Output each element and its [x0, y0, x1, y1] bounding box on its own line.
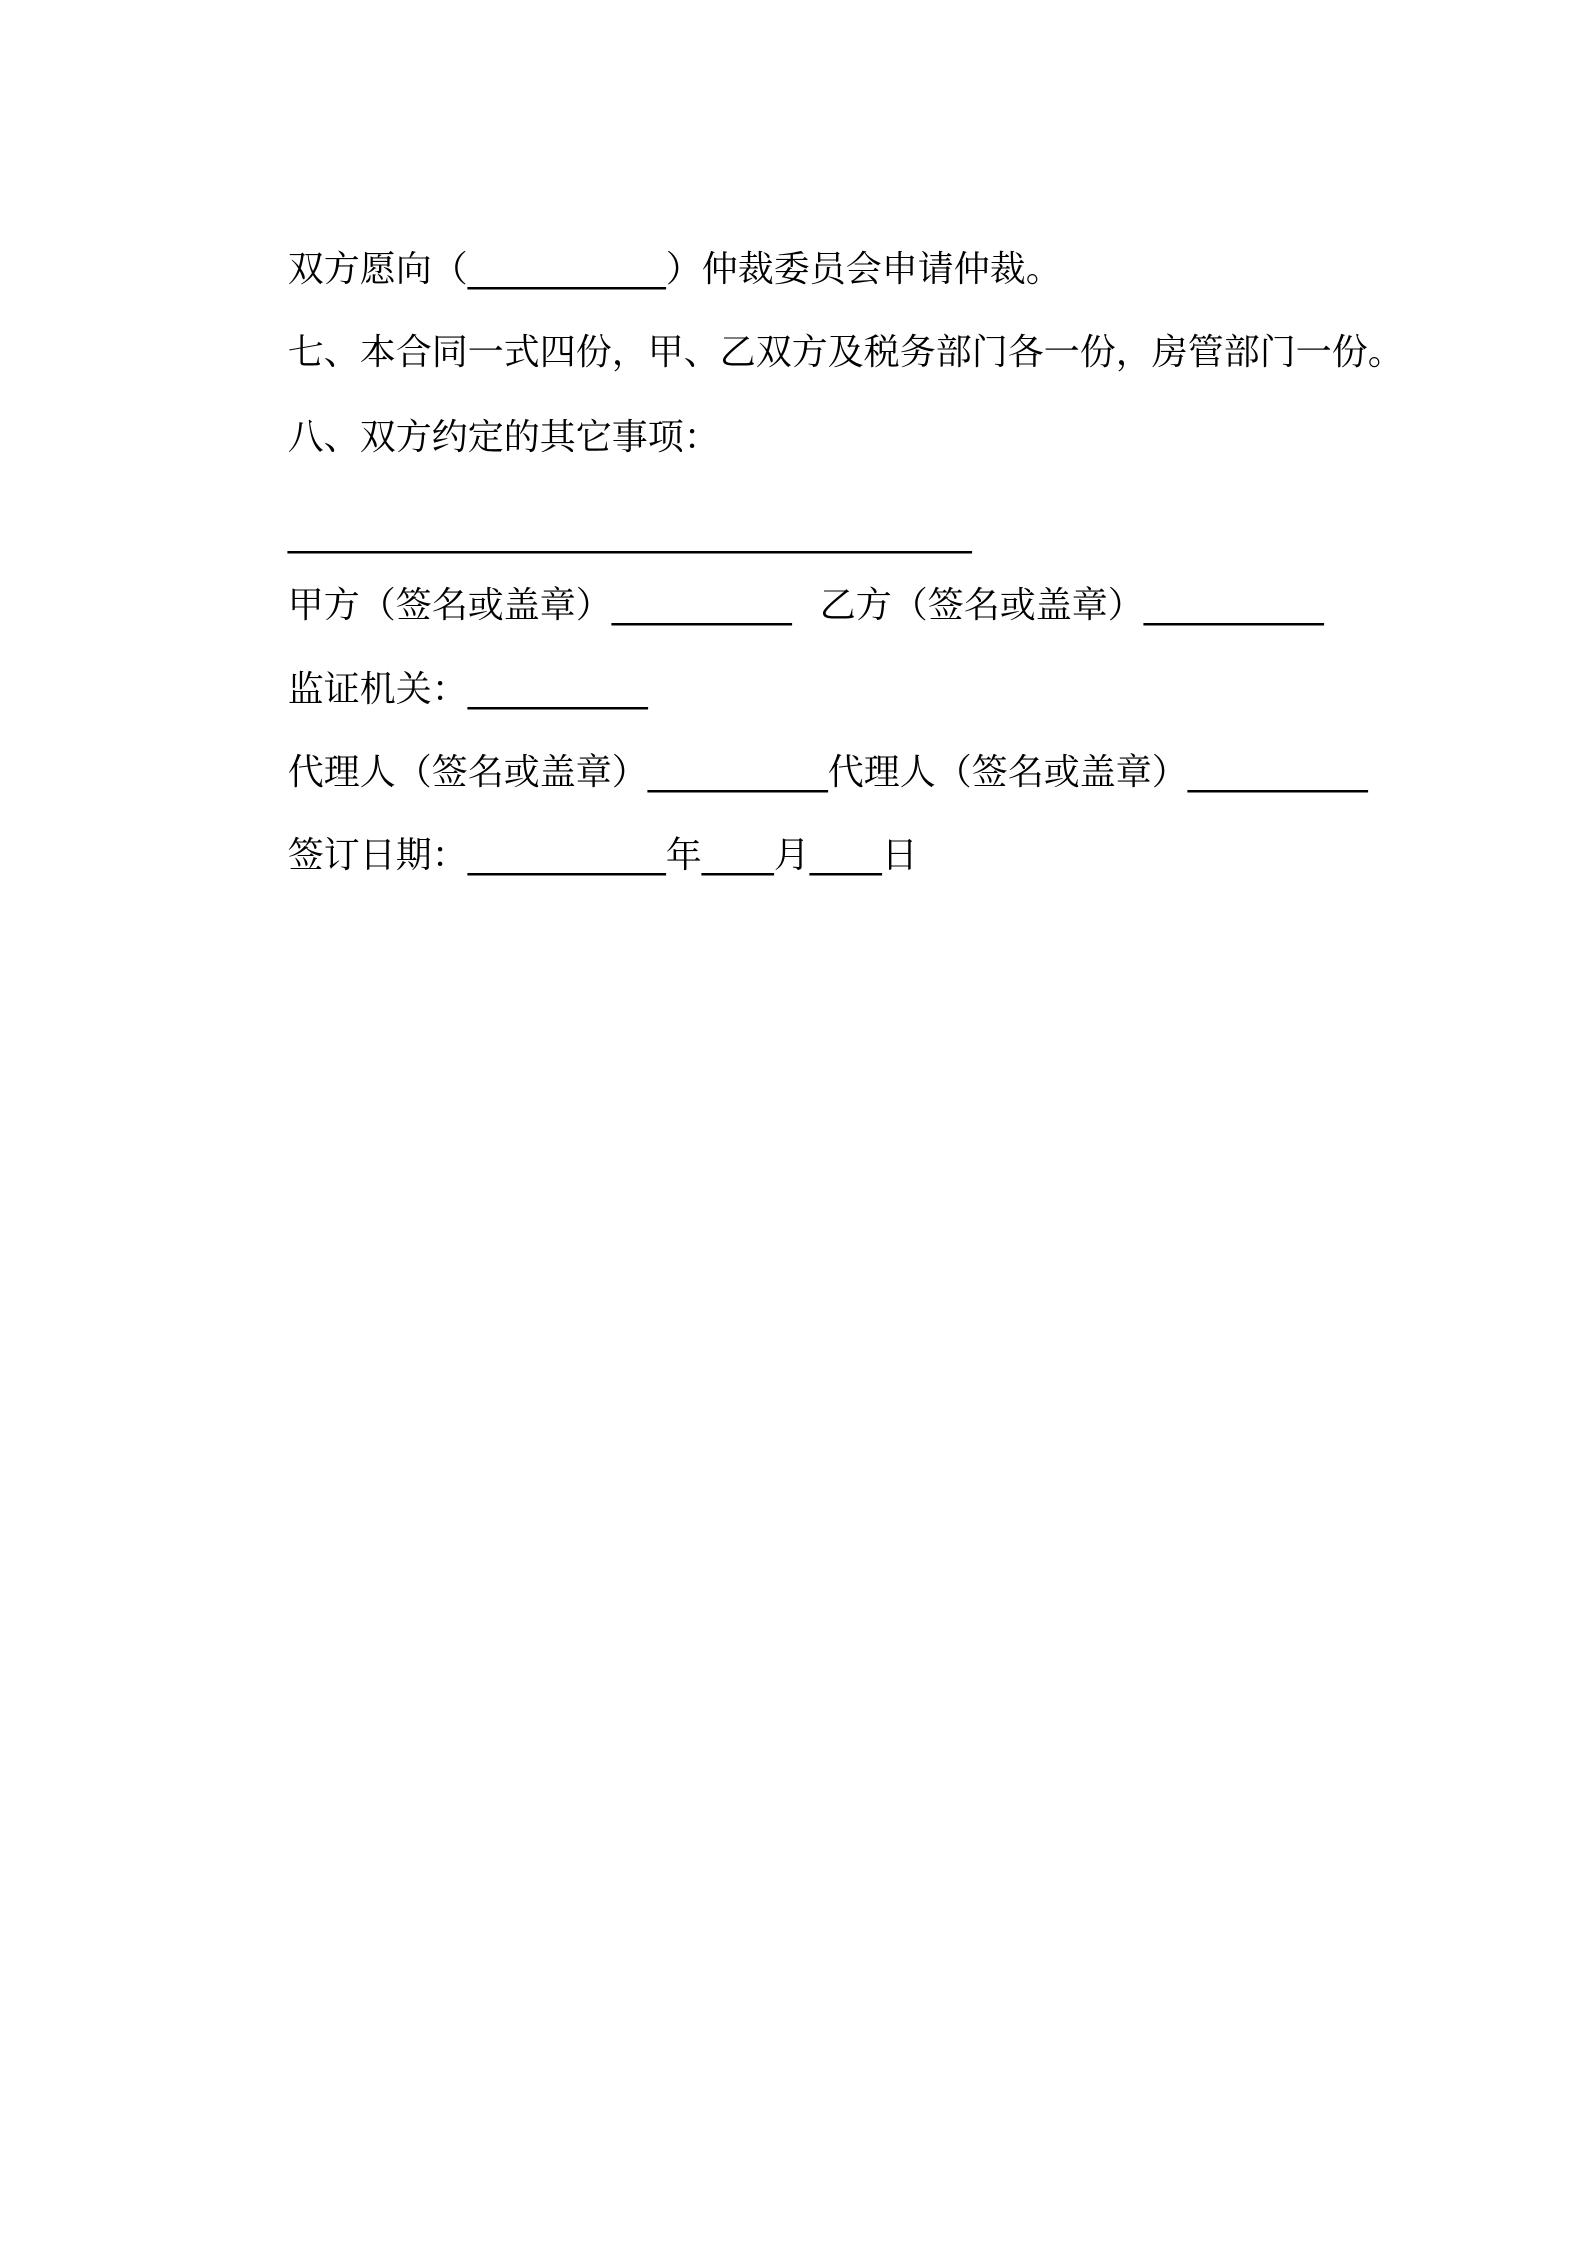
clause-eight-text: 八、双方约定的其它事项：	[287, 417, 720, 458]
clause-seven-text: 七、本合同一式四份，甲、乙双方及税务部门各一份，房管部门一份。	[287, 332, 1404, 373]
agent-b-signature: 代理人（签名或盖章）__________	[827, 752, 1368, 793]
party-b-signature: 乙方（签名或盖章）__________	[819, 585, 1324, 626]
supervisor-signature: 监证机关：__________	[287, 669, 648, 710]
signing-date-row	[242, 790, 918, 922]
agent-a-signature: 代理人（签名或盖章）__________	[287, 752, 828, 793]
signing-date: 签订日期：___________年____月____日	[287, 835, 918, 876]
arbitration-text: 双方愿向（___________）仲裁委员会申请仲裁。	[287, 249, 1062, 290]
other-matters-blank: ______________________________________	[287, 513, 972, 554]
party-a-signature: 甲方（签名或盖章）__________	[287, 585, 792, 626]
